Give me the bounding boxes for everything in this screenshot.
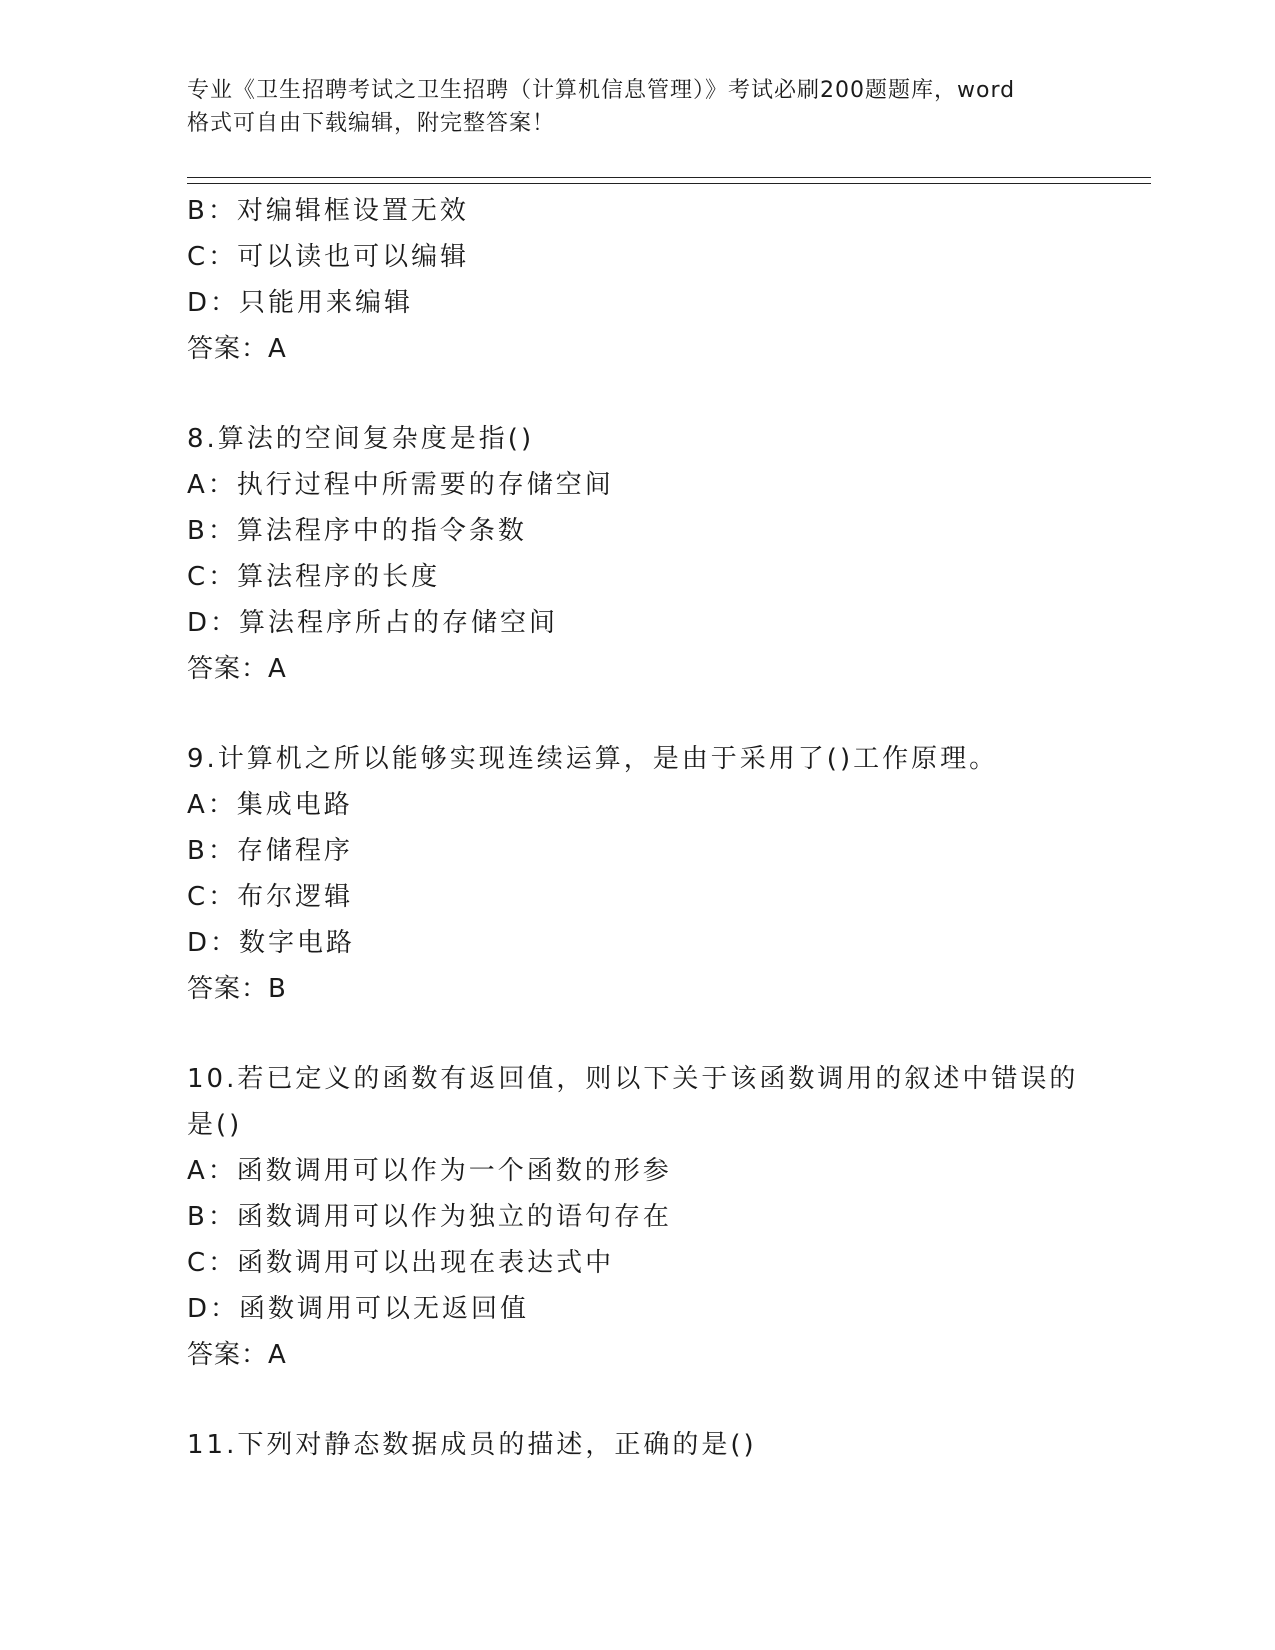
answer-line: 答案：A [187,334,287,364]
option-a: A：执行过程中所需要的存储空间 [187,470,614,500]
header-line-2: 格式可自由下载编辑，附完整答案！ [187,111,556,136]
option-c: C：函数调用可以出现在表达式中 [187,1248,615,1278]
option-a: A：函数调用可以作为一个函数的形参 [187,1156,672,1186]
question-8 [187,416,1087,692]
question-title-line-2: 是() [187,1110,243,1140]
option-a: A：集成电路 [187,790,353,820]
question-title: 8.算法的空间复杂度是指() [187,424,535,454]
option-d: D：只能用来编辑 [187,288,414,318]
question-9 [187,736,1087,1012]
option-b: B：算法程序中的指令条数 [187,516,527,546]
answer-line: 答案：A [187,654,287,684]
header-divider-bottom [187,183,1151,184]
document-header [187,74,1087,140]
header-line-1: 专业《卫生招聘考试之卫生招聘（计算机信息管理）》考试必刷200题题库，word [187,78,1016,103]
option-b: B：对编辑框设置无效 [187,196,469,226]
option-c: C：布尔逻辑 [187,882,354,912]
question-10 [187,1056,1087,1378]
option-c: C：可以读也可以编辑 [187,242,470,272]
header-divider-top [187,177,1151,178]
question-7-continued [187,188,1087,372]
answer-line: 答案：B [187,974,287,1004]
option-c: C：算法程序的长度 [187,562,441,592]
question-11 [187,1422,1087,1468]
option-b: B：存储程序 [187,836,353,866]
option-d: D：算法程序所占的存储空间 [187,608,559,638]
question-title: 11.下列对静态数据成员的描述，正确的是() [187,1430,757,1460]
option-b: B：函数调用可以作为独立的语句存在 [187,1202,672,1232]
option-d: D：函数调用可以无返回值 [187,1294,530,1324]
question-list [187,188,1087,1468]
question-title-line-1: 10.若已定义的函数有返回值，则以下关于该函数调用的叙述中错误的 [187,1064,1079,1094]
question-title: 9.计算机之所以能够实现连续运算，是由于采用了()工作原理。 [187,744,999,774]
option-d: D：数字电路 [187,928,356,958]
answer-line: 答案：A [187,1340,287,1370]
